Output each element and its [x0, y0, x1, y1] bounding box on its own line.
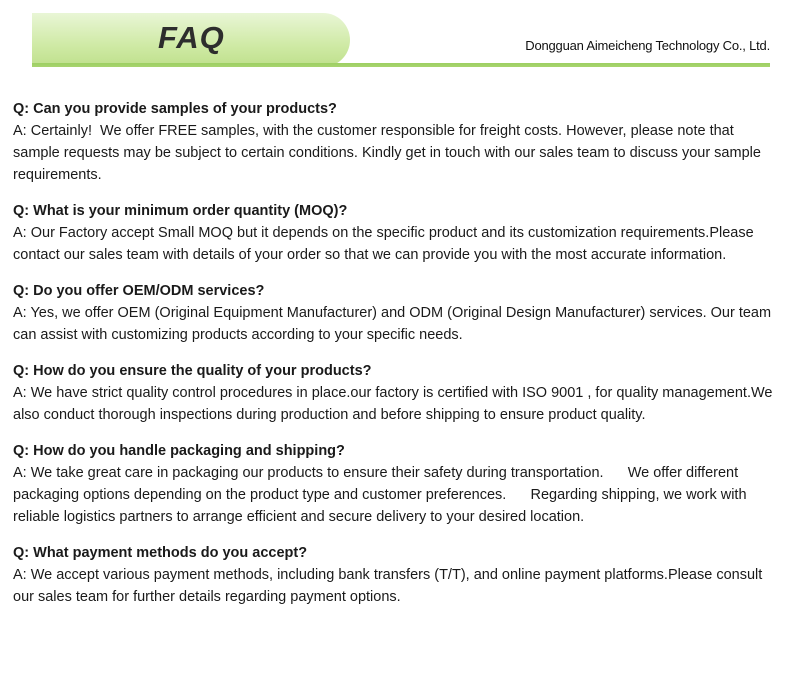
faq-item: [13, 98, 783, 186]
faq-item: [13, 542, 783, 608]
faq-question: Q: What is your minimum order quantity (MOQ)?: [13, 203, 348, 219]
faq-answer: A: Our Factory accept Small MOQ but it depends on the specific product and its customization requirements.Please contact our sales team with details of your order so that we can provide you with the most accurate information.: [13, 225, 758, 263]
faq-answer: A: Certainly! We offer FREE samples, with the customer responsible for freight costs. However, please note that sample requests may be subject to certain conditions. Kindly get in touch with our sales team to discuss your sample requirements.: [13, 123, 765, 183]
faq-header: [0, 0, 790, 75]
faq-answer: A: We have strict quality control procedures in place.our factory is certified with ISO 9001 , for quality management.We also conduct thorough inspections during production and before shipping to ensure product quality.: [13, 385, 777, 423]
faq-question: Q: How do you handle packaging and shipping?: [13, 443, 345, 459]
faq-item: [13, 440, 783, 528]
faq-item: [13, 280, 783, 346]
faq-answer: A: We take great care in packaging our products to ensure their safety during transportation. We offer different packaging options depending on the product type and customer preferences. Regarding shipping, we work with reliable logistics partners to arrange efficient and secure delivery to your desired location.: [13, 465, 751, 525]
faq-item: [13, 360, 783, 426]
company-name: Dongguan Aimeicheng Technology Co., Ltd.: [525, 38, 770, 53]
faq-item: [13, 200, 783, 266]
faq-question: Q: Can you provide samples of your products?: [13, 101, 337, 117]
faq-question: Q: How do you ensure the quality of your products?: [13, 363, 372, 379]
faq-answer: A: Yes, we offer OEM (Original Equipment Manufacturer) and ODM (Original Design Manufacturer) services. Our team can assist with customizing products according to your specific needs.: [13, 305, 776, 343]
faq-answer: A: We accept various payment methods, including bank transfers (T/T), and online payment platforms.Please consult our sales team for further details regarding payment options.: [13, 567, 767, 605]
faq-question: Q: Do you offer OEM/ODM services?: [13, 283, 265, 299]
page-title: FAQ: [158, 20, 225, 55]
faq-question: Q: What payment methods do you accept?: [13, 545, 308, 561]
faq-list: [13, 98, 783, 622]
header-divider: [32, 63, 770, 67]
